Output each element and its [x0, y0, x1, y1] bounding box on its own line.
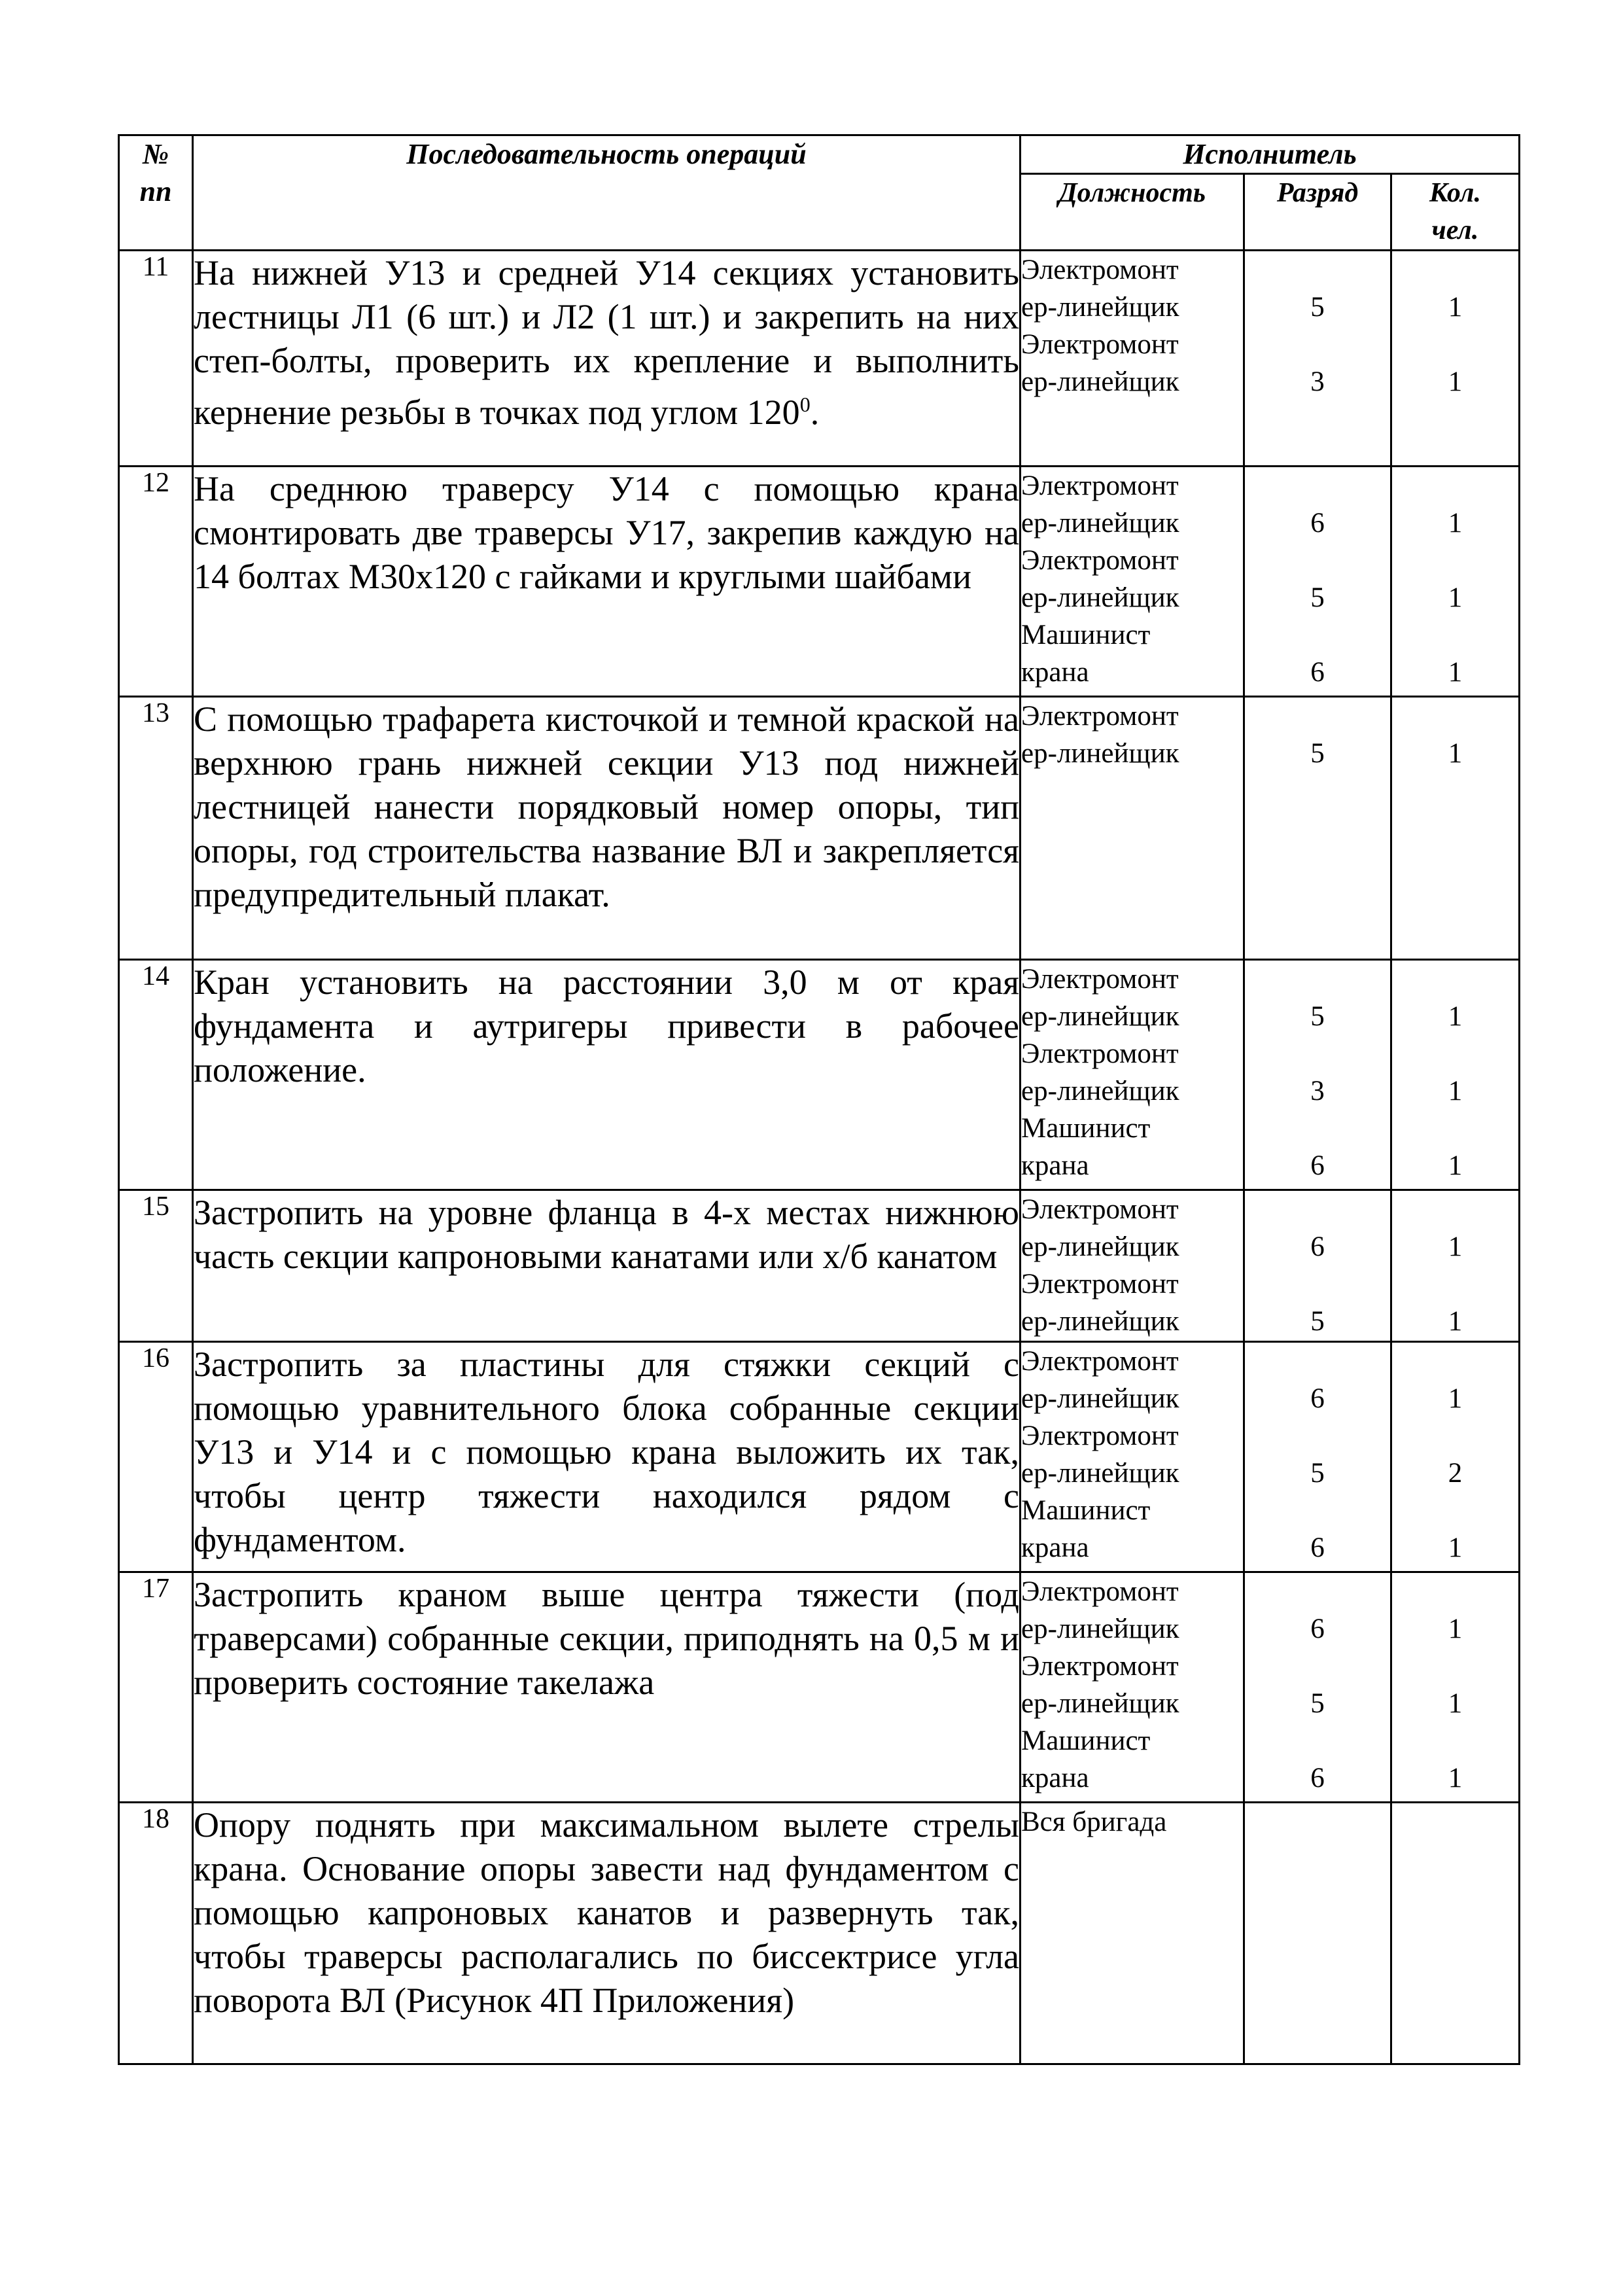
count-line — [1392, 326, 1518, 363]
position-line: Электромонт — [1021, 545, 1179, 576]
grade-line — [1245, 616, 1390, 654]
position-line: Электромонт — [1021, 255, 1179, 285]
count-line: 1 — [1448, 1306, 1463, 1337]
grade-line: 6 — [1310, 1150, 1325, 1181]
count-line — [1392, 1343, 1518, 1380]
grade-line: 5 — [1310, 1306, 1325, 1337]
position-line: Электромонт — [1021, 470, 1179, 501]
row-number: 14 — [119, 960, 193, 1190]
row-number: 18 — [119, 1803, 193, 2064]
operation-text: Опору поднять при максимальном вылете стрелы крана. Основание опоры завести над фундаментом с помощью капроновых канатов и развернуть так, чтобы траверсы располагались по биссектрисе угла поворота ВЛ (Рисунок 4П Приложения) — [193, 1803, 1021, 2064]
grade-line: 5 — [1310, 292, 1325, 323]
position-line: Электромонт — [1021, 964, 1179, 995]
header-sequence: Последовательность операций — [193, 135, 1021, 251]
count-line: 1 — [1448, 292, 1463, 323]
grade-line — [1245, 1265, 1390, 1303]
grade-cell — [1244, 1803, 1391, 2064]
position-line: ер-линейщик — [1021, 1001, 1179, 1032]
count-line — [1392, 1035, 1518, 1072]
count-line — [1392, 698, 1518, 735]
grade-line — [1245, 1035, 1390, 1072]
grade-line — [1245, 1648, 1390, 1685]
header-number-line1: № — [142, 138, 169, 170]
count-cell — [1391, 1572, 1520, 1803]
grade-line — [1245, 326, 1390, 363]
row-number: 17 — [119, 1572, 193, 1803]
grade-line: 6 — [1310, 508, 1325, 539]
operation-text-tail: . — [810, 393, 820, 432]
count-line: 1 — [1448, 366, 1463, 397]
count-line — [1392, 251, 1518, 289]
count-cell — [1391, 960, 1520, 1190]
count-line — [1392, 1417, 1518, 1455]
grade-line: 5 — [1310, 1001, 1325, 1032]
grade-cell — [1244, 1190, 1391, 1342]
table-row — [119, 960, 1520, 1190]
grade-line: 5 — [1310, 582, 1325, 613]
count-line — [1392, 467, 1518, 504]
grade-cell — [1244, 467, 1391, 697]
operation-text-main: На нижней У13 и средней У14 секциях установить лестницы Л1 (6 шт.) и Л2 (1 шт.) и закрепить на них степ-болты, проверить их крепление и выполнить кернение резьбы в точках под углом 120 — [194, 253, 1019, 432]
count-line — [1392, 1573, 1518, 1610]
grade-line — [1245, 1722, 1390, 1759]
count-line: 1 — [1448, 657, 1463, 688]
count-line: 1 — [1448, 1001, 1463, 1032]
position-line: Электромонт — [1021, 1346, 1179, 1377]
count-cell — [1391, 1342, 1520, 1572]
position-line: Электромонт — [1021, 1194, 1179, 1225]
table-row — [119, 1803, 1520, 2064]
position-line: Электромонт — [1021, 1651, 1179, 1682]
position-line: Машинист — [1021, 1725, 1151, 1756]
position-line: ер-линейщик — [1021, 1306, 1179, 1337]
grade-line — [1245, 1343, 1390, 1380]
position-line: Электромонт — [1021, 329, 1179, 360]
operation-text: С помощью трафарета кисточкой и темной краской на верхнюю грань нижней секции У13 под нижней лестницей нанести порядковый номер опоры, тип опоры, год строительства название ВЛ и закрепляется предупредительный плакат. — [193, 697, 1021, 960]
count-line — [1392, 1492, 1518, 1529]
count-line — [1392, 961, 1518, 998]
grade-line: 6 — [1310, 1383, 1325, 1414]
operations-table — [118, 134, 1520, 2065]
position-line: Машинист — [1021, 1113, 1151, 1144]
position-line: ер-линейщик — [1021, 582, 1179, 613]
position-line: Электромонт — [1021, 1269, 1179, 1299]
position-cell — [1021, 960, 1244, 1190]
position-line: крана — [1021, 1150, 1089, 1181]
position-line: ер-линейщик — [1021, 1688, 1179, 1719]
count-line — [1392, 1648, 1518, 1685]
position-cell — [1021, 1803, 1244, 2064]
grade-line: 6 — [1310, 657, 1325, 688]
count-line: 2 — [1448, 1458, 1463, 1489]
grade-line — [1245, 467, 1390, 504]
position-line: ер-линейщик — [1021, 508, 1179, 539]
grade-line: 5 — [1310, 1458, 1325, 1489]
header-position: Должность — [1021, 174, 1244, 251]
count-cell — [1391, 1803, 1520, 2064]
header-count — [1391, 174, 1520, 251]
grade-line — [1245, 1191, 1390, 1228]
count-line: 1 — [1448, 738, 1463, 769]
header-number-line2: пп — [139, 175, 172, 207]
grade-line: 6 — [1310, 1231, 1325, 1262]
row-number: 15 — [119, 1190, 193, 1342]
position-line: ер-линейщик — [1021, 1231, 1179, 1262]
table-row — [119, 1572, 1520, 1803]
grade-cell — [1244, 960, 1391, 1190]
count-cell — [1391, 1190, 1520, 1342]
position-line: крана — [1021, 657, 1089, 688]
count-line: 1 — [1448, 1614, 1463, 1644]
operation-text: Застропить за пластины для стяжки секций с помощью уравнительного блока собранные секции У13 и У14 и с помощью крана выложить их так, чтобы центр тяжести находился рядом с фундаментом. — [193, 1342, 1021, 1572]
count-line: 1 — [1448, 1763, 1463, 1793]
grade-line: 5 — [1310, 738, 1325, 769]
table-row — [119, 467, 1520, 697]
grade-line — [1245, 542, 1390, 579]
grade-line: 3 — [1310, 366, 1325, 397]
row-number: 16 — [119, 1342, 193, 1572]
count-line — [1392, 616, 1518, 654]
count-line: 1 — [1448, 508, 1463, 539]
position-line: ер-линейщик — [1021, 292, 1179, 323]
position-line: Электромонт — [1021, 1421, 1179, 1451]
operation-text — [193, 251, 1021, 467]
count-line: 1 — [1448, 1532, 1463, 1563]
table-row — [119, 697, 1520, 960]
grade-cell — [1244, 1342, 1391, 1572]
table-row — [119, 1342, 1520, 1572]
operation-text: Кран установить на расстоянии 3,0 м от края фундамента и аутригеры привести в рабочее положение. — [193, 960, 1021, 1190]
position-line: Вся бригада — [1021, 1807, 1167, 1837]
table-row — [119, 1190, 1520, 1342]
row-number: 11 — [119, 251, 193, 467]
grade-line: 6 — [1310, 1614, 1325, 1644]
count-line: 1 — [1448, 1076, 1463, 1106]
grade-cell — [1244, 1572, 1391, 1803]
operation-text: На среднюю траверсу У14 с помощью крана смонтировать две траверсы У17, закрепив каждую на 14 болтах М30х120 с гайками и круглыми шайбами — [193, 467, 1021, 697]
position-line: ер-линейщик — [1021, 738, 1179, 769]
operation-superscript: 0 — [799, 393, 811, 416]
grade-cell — [1244, 697, 1391, 960]
grade-line — [1245, 251, 1390, 289]
position-line: ер-линейщик — [1021, 1458, 1179, 1489]
grade-line — [1245, 1417, 1390, 1455]
grade-line — [1245, 698, 1390, 735]
grade-line — [1245, 1110, 1390, 1147]
count-line — [1392, 542, 1518, 579]
count-cell — [1391, 251, 1520, 467]
grade-cell — [1244, 251, 1391, 467]
count-line: 1 — [1448, 582, 1463, 613]
row-number: 12 — [119, 467, 193, 697]
count-line: 1 — [1448, 1383, 1463, 1414]
position-cell — [1021, 1190, 1244, 1342]
position-cell — [1021, 251, 1244, 467]
count-line — [1392, 1722, 1518, 1759]
position-cell — [1021, 1572, 1244, 1803]
operation-text: Застропить краном выше центра тяжести (под траверсами) собранные секции, приподнять на 0,5 м и проверить состояние такелажа — [193, 1572, 1021, 1803]
grade-line — [1245, 1492, 1390, 1529]
header-executor: Исполнитель — [1021, 135, 1520, 174]
position-line: крана — [1021, 1763, 1089, 1793]
position-cell — [1021, 467, 1244, 697]
count-cell — [1391, 697, 1520, 960]
header-grade: Разряд — [1244, 174, 1391, 251]
count-line — [1392, 1191, 1518, 1228]
count-line — [1392, 1265, 1518, 1303]
count-line — [1392, 1110, 1518, 1147]
position-cell — [1021, 697, 1244, 960]
position-line: Машинист — [1021, 620, 1151, 650]
position-line: Электромонт — [1021, 1038, 1179, 1069]
operation-text: Застропить на уровне фланца в 4-х местах нижнюю часть секции капроновыми канатами или х/б канатом — [193, 1190, 1021, 1342]
grade-line: 3 — [1310, 1076, 1325, 1106]
count-line: 1 — [1448, 1150, 1463, 1181]
count-cell — [1391, 467, 1520, 697]
header-count-line2: чел. — [1431, 215, 1479, 245]
position-line: ер-линейщик — [1021, 1383, 1179, 1414]
header-row — [119, 135, 1520, 174]
count-line: 1 — [1448, 1231, 1463, 1262]
position-line: крана — [1021, 1532, 1089, 1563]
position-line: ер-линейщик — [1021, 1614, 1179, 1644]
grade-line — [1245, 1573, 1390, 1610]
count-line: 1 — [1448, 1688, 1463, 1719]
grade-line: 6 — [1310, 1763, 1325, 1793]
position-line: Машинист — [1021, 1495, 1151, 1526]
grade-line: 5 — [1310, 1688, 1325, 1719]
position-cell — [1021, 1342, 1244, 1572]
grade-line — [1245, 961, 1390, 998]
row-number: 13 — [119, 697, 193, 960]
position-line: Электромонт — [1021, 701, 1179, 732]
position-line: ер-линейщик — [1021, 1076, 1179, 1106]
position-line: ер-линейщик — [1021, 366, 1179, 397]
header-count-line1: Кол. — [1429, 178, 1481, 208]
header-number — [119, 135, 193, 251]
table-row — [119, 251, 1520, 467]
grade-line: 6 — [1310, 1532, 1325, 1563]
position-line: Электромонт — [1021, 1576, 1179, 1607]
